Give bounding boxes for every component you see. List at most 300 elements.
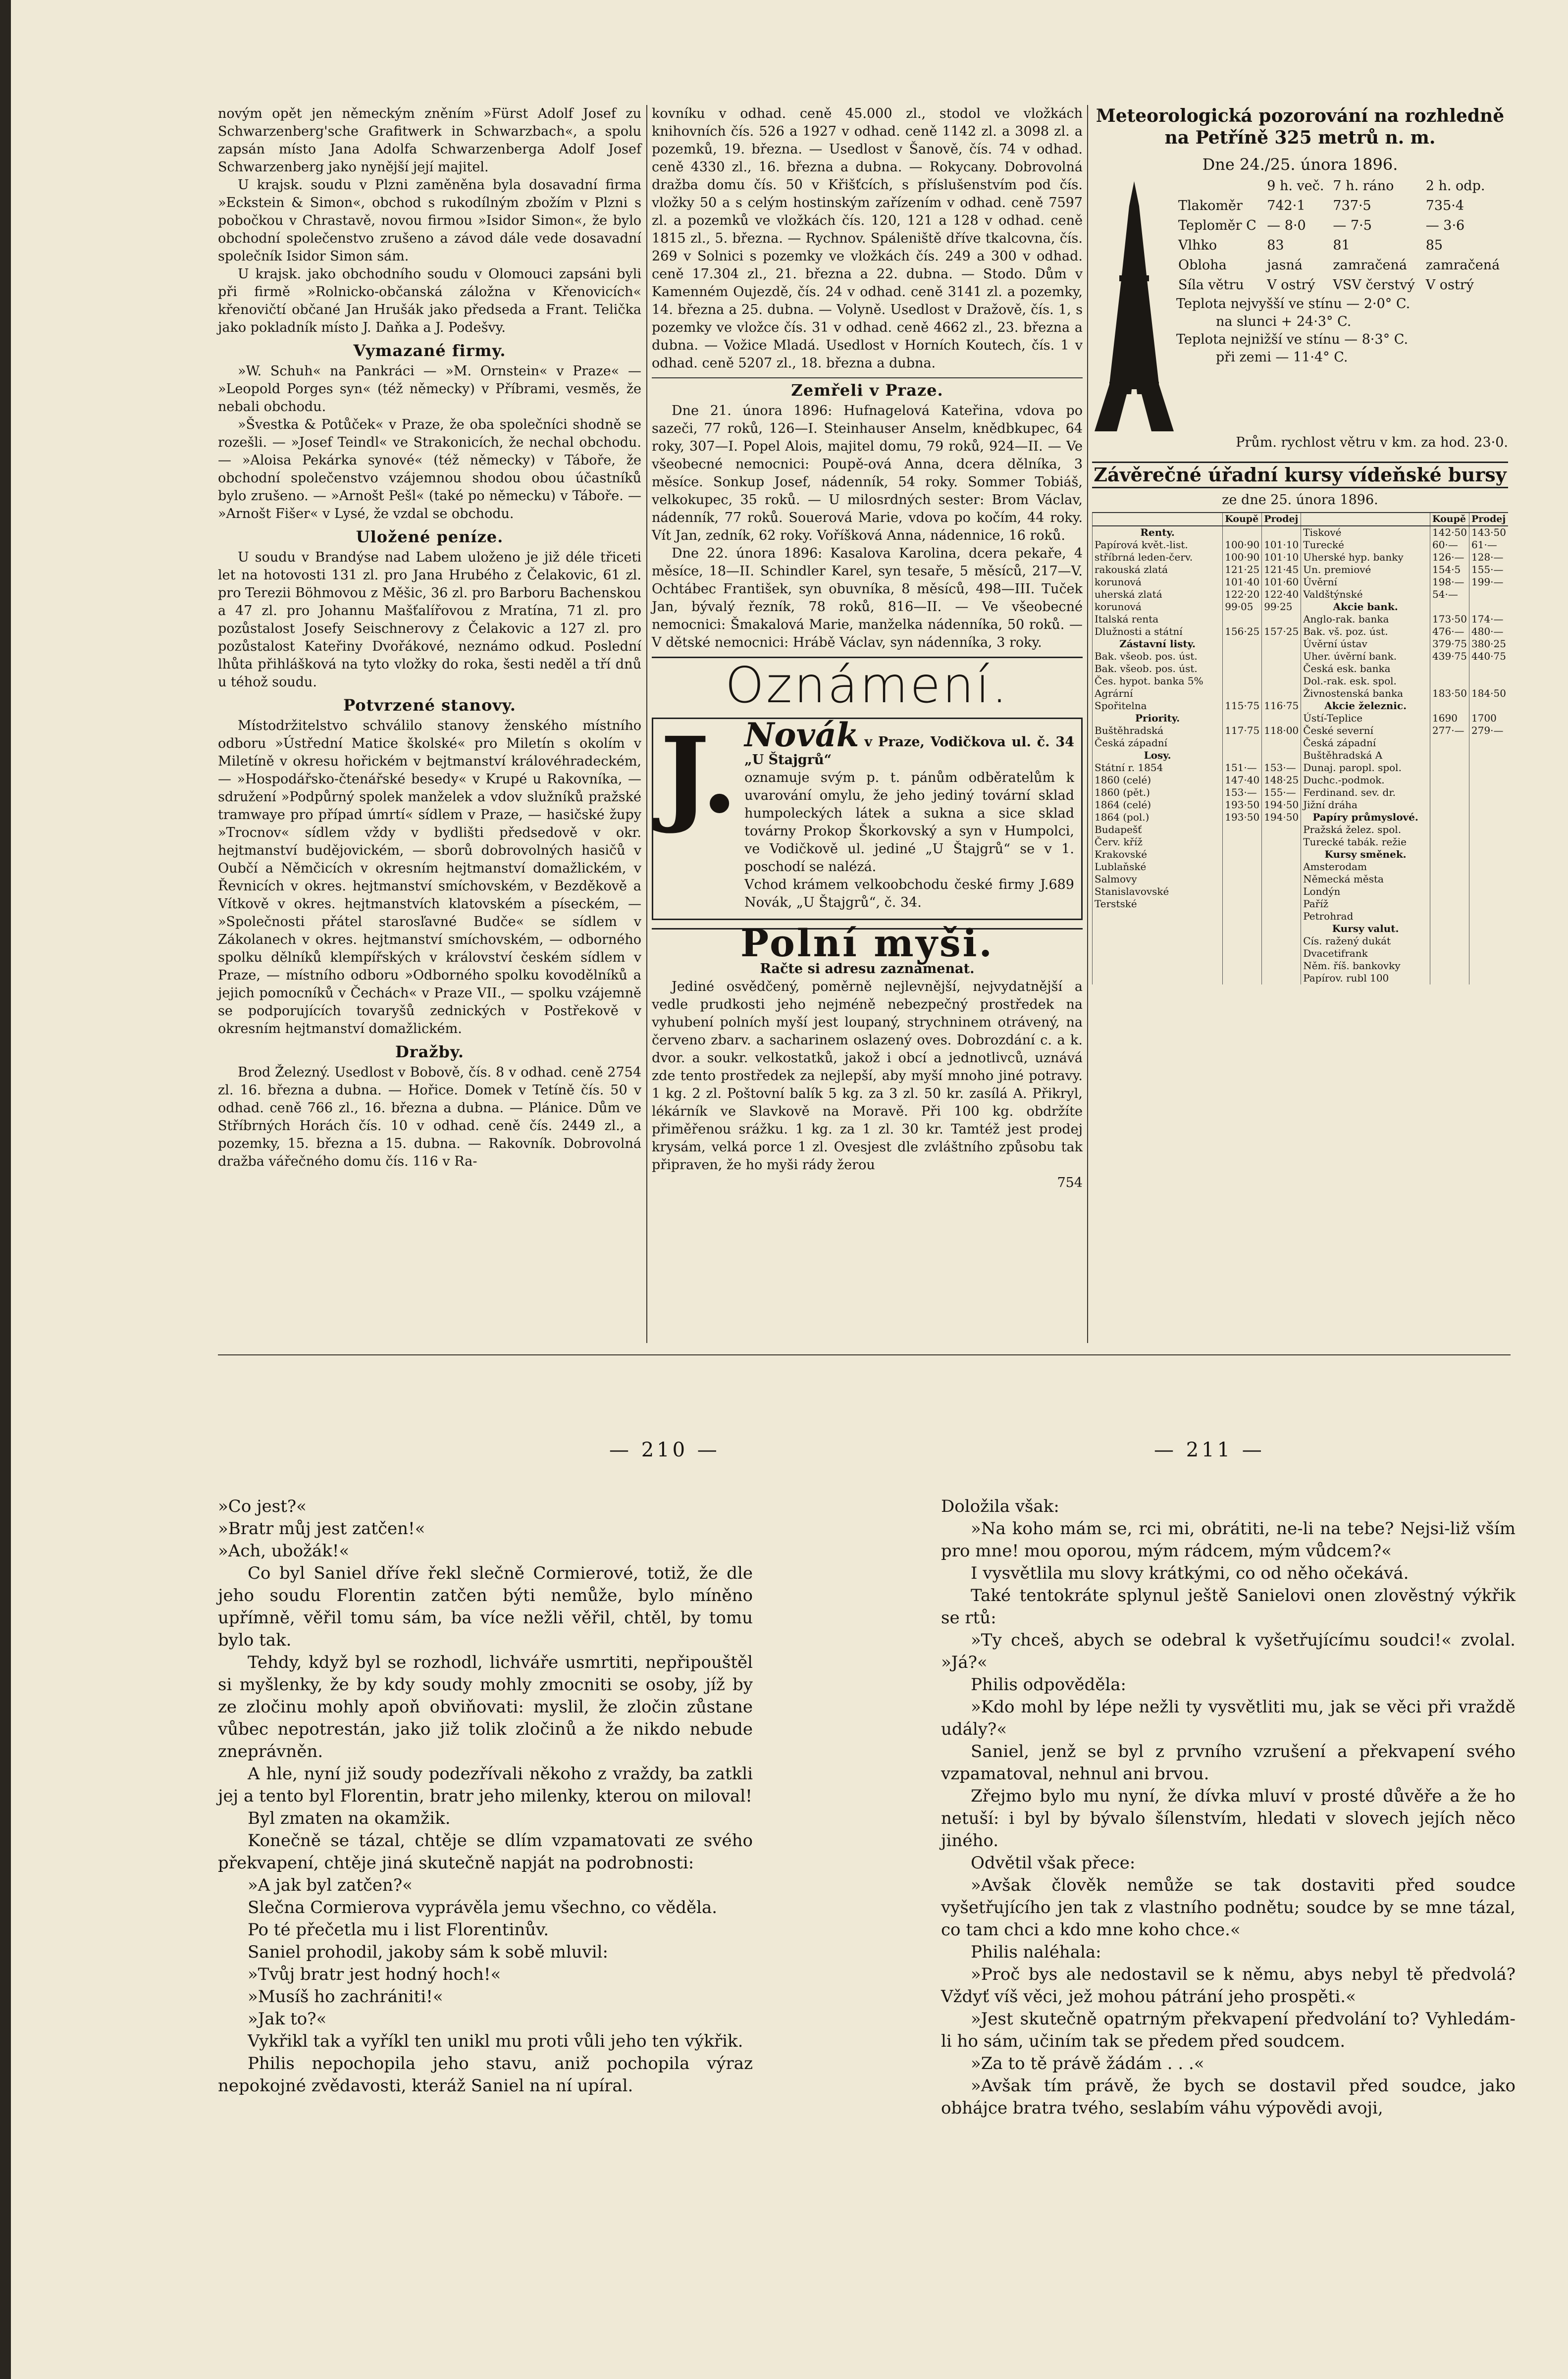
bourse-price [1430, 848, 1469, 861]
bourse-price: 101·10 [1262, 539, 1301, 551]
bourse-item: Německá města [1301, 873, 1430, 885]
bourse-price [1469, 947, 1509, 960]
bourse-item: Česká západní [1093, 737, 1223, 749]
column-divider [646, 105, 647, 1343]
petrin-tower-icon [1092, 176, 1176, 434]
bourse-item: 1860 (pět.) [1093, 786, 1223, 799]
bourse-row [1093, 824, 1509, 836]
bourse-item [1093, 910, 1223, 923]
bourse-price [1469, 663, 1509, 675]
novel-paragraph: »Na koho mám se, rci mi, obrátiti, ne-li na tebe? Nejsi-liž vším pro mne! mou oporou, mým rádcem, mým vůdcem?« [941, 1519, 1516, 1561]
bourse-price: 101·40 [1223, 576, 1262, 588]
bourse-item: Ferdinand. sev. dr. [1301, 786, 1430, 799]
bourse-price [1430, 972, 1469, 984]
bourse-row [1093, 935, 1509, 947]
novel-paragraph: »Ty chceš, abych se odebral k vyšetřujícímu soudci!« zvolal. »Já?« [941, 1630, 1516, 1672]
novel-paragraph: »Proč bys ale nedostavil se k němu, abys nebyl tě předvolá? Vždyť víš věci, jež mohou pátrání jeho prospěti.« [941, 1965, 1516, 2007]
bourse-price: 184·50 [1469, 687, 1509, 700]
bourse-header: Koupě [1223, 513, 1262, 526]
bourse-price [1430, 873, 1469, 885]
novak-footer [744, 876, 1074, 912]
bourse-price: 440·75 [1469, 650, 1509, 663]
novak-advertisement [652, 714, 1083, 920]
meteo-cell: 83 [1267, 238, 1284, 253]
meteo-cell: — 8·0 [1267, 218, 1306, 233]
paragraph: Dne 21. února 1896: Hufnagelová Kateřina, vdova po sazeči, 77 roků, 126—I. Steinhauser Anselm, knědbkupec, 64 roky, 307—I. Popel Alois, majitel domu, 79 roků, 924—II. — Ve všeobecné nemocnici: Poupě-ová Anna, dcera dělníka, 3 měsíce. Sonkup Josef, nádenník, 54 roky. Sommer Tobiáš, velkokupec, 35 roků. — U milosrdných sester: Brom Václav, nádenník, 77 roků. Souerová Marie, vdova po kočím, 44 roky. Vít Jan, zedník, 62 roky. Voříšková Anna, nádennice, 16 roků. [652, 403, 1083, 543]
bourse-price [1469, 935, 1509, 947]
bourse-price [1430, 811, 1469, 824]
bourse-item: Jižní dráha [1301, 799, 1430, 811]
bourse-row [1093, 663, 1509, 675]
bourse-price: 116·75 [1262, 700, 1301, 712]
bourse-price [1430, 910, 1469, 923]
bourse-row [1093, 774, 1509, 786]
meteo-cell: Vlhko [1178, 238, 1217, 253]
meteo-cell: zamračená [1425, 258, 1500, 273]
page-number-210: — 210 — [609, 1439, 720, 1461]
bourse-price [1469, 861, 1509, 873]
bourse-item: Un. premiové [1301, 564, 1430, 576]
bourse-price [1223, 836, 1262, 848]
bourse-item: Papírová květ.-list. [1093, 539, 1223, 551]
bourse-price: 480·— [1469, 625, 1509, 638]
bourse-price [1469, 824, 1509, 836]
novak-name: Novák [744, 716, 859, 754]
bourse-item: Krakovské [1093, 848, 1223, 861]
bourse-price [1430, 737, 1469, 749]
bourse-row [1093, 873, 1509, 885]
binding-spine [0, 0, 11, 2379]
bourse-price [1430, 960, 1469, 972]
bourse-item: Bak. všeob. pos. úst. [1093, 650, 1223, 663]
bourse-price: 1700 [1469, 712, 1509, 724]
bourse-price: 277·— [1430, 724, 1469, 737]
meteo-header-row [1176, 176, 1508, 196]
bourse-price [1469, 873, 1509, 885]
bourse-price: 115·75 [1223, 700, 1262, 712]
bourse-item: Duchc.-podmok. [1301, 774, 1430, 786]
bourse-price: 174·— [1469, 613, 1509, 625]
page-bottom-rule [218, 1354, 1511, 1355]
bourse-price [1262, 836, 1301, 848]
bourse-price [1262, 712, 1301, 724]
paragraph: Brod Železný. Usedlost v Bobově, čís. 8 v odhad. ceně 2754 zl. 16. března a dubna. — Hořice. Domek v Tetíně čís. 50 v odhad. ceně 766 zl., 16. března a dubna. — Plánice. Dům ve Stříbrných Horách čís. 10 v odhad. ceně čís. 2449 zl., a pozemky, 15. března a 15. dubna. — Rakovník. Dobrovolná dražba vářečného domu čís. 116 v Ra- [218, 1065, 641, 1169]
novel-paragraph: Saniel prohodil, jakoby sám k sobě mluvil: [248, 1942, 608, 1962]
bourse-item: korunová [1093, 576, 1223, 588]
meteo-cell: jasná [1267, 258, 1303, 273]
bourse-price: 199·— [1469, 576, 1509, 588]
meteo-cell: 2 h. odp. [1425, 178, 1485, 194]
bourse-item: Papíry průmyslové. [1301, 811, 1430, 824]
bourse-item: Zástavní listy. [1093, 638, 1223, 650]
novel-paragraph: Doložila však: [941, 1497, 1059, 1516]
bourse-title: Závěrečné úřadní kursy vídeňské bursy [1092, 462, 1508, 488]
novel-paragraph: Také tentokráte splynul ještě Sanielovi onen zlověstný výkřik se rtů: [941, 1586, 1516, 1628]
meteo-cell: 735·4 [1425, 198, 1464, 213]
paragraph: novým opět jen německým zněním »Fürst Adolf Josef zu Schwarzenberg'sche Grafitwerk in Schwarzbach«, a spolu zapsán místo Jana Adolfa Schwarzenberga Adolf Josef Schwarzenberg jako nynější její majitel. [218, 106, 641, 175]
bourse-row [1093, 650, 1509, 663]
bourse-header: Koupě [1430, 513, 1469, 526]
bourse-item: Turecké tabák. režie [1301, 836, 1430, 848]
bourse-price: 155·— [1262, 786, 1301, 799]
bourse-item: Červ. kříž [1093, 836, 1223, 848]
bourse-price [1430, 663, 1469, 675]
bourse-price: 99·25 [1262, 601, 1301, 613]
bourse-row [1093, 551, 1509, 564]
bourse-row [1093, 675, 1509, 687]
bourse-price: 156·25 [1223, 625, 1262, 638]
bourse-row [1093, 947, 1509, 960]
bourse-price: 143·50 [1469, 526, 1509, 539]
bourse-price [1469, 885, 1509, 898]
section-heading: Zemřeli v Praze. [652, 377, 1083, 399]
bourse-item: Kursy valut. [1301, 923, 1430, 935]
bourse-price [1262, 650, 1301, 663]
novel-paragraph: »Za to tě právě žádám . . .« [971, 2054, 1204, 2073]
novel-paragraph: »Jest skutečně opatrným překvapení předvolání to? Vyhledám-li ho sám, učiním tak se předem před soudcem. [941, 2009, 1516, 2051]
bourse-item [1093, 923, 1223, 935]
paragraph: Místodržitelstvo schválilo stanovy ženského místního odboru »Ústřední Matice školské« pro Miletín s okolím v Miletíně v okresu hořickém v bejtmanství královéhradeckém, — »Hospodářsko-čtenářské besedy« v Krupé u Rakovníka, — sdružení »Podpůrný spolek manželek a vdov služníků pražské tramwaye pro případ úmrtí« sídlem v Praze, — hasičské župy »Trocnov« sídlem vždy v bydlišti předsedově v okr. hejtmanství budějovickém, — sborů dobrovolných hasičů v Oubčí a Němčicích v okresním hejtmanství domažlickém, v Řevnicích v okres. hejtmanství smíchovském, v Bezděkově a Vítkově v okres. hejtmanstvích klatovském a píseckém, — »Společnosti přátel starosľavné Budče« se sídlem v Zákolanech v okres. hejtmanství smíchovském, — odborného spolku dělníků klempířských v království českém sídlem v Praze, — místního odboru »Odborného spolku kovodělníků a jejich pomocníků v Čechách« v Praze VII., — spolku vzájemně se podporujících tovaryšů zednických v Postřekově v okresním hejtmanství domažlickém. [218, 718, 641, 1036]
bourse-price [1469, 601, 1509, 613]
paragraph: Jediné osvědčený, poměrně nejlevnější, nejvydatnější a vedle prudkosti jeho nejméně nebezpečný prostředek na vyhubení polních myší jest loupaný, strychninem otrávený, na červeno zbarv. a sacharinem oslazený oves. Dobrozdání c. a k. dvor. a soukr. velkostatků, jakož i obcí a jednotlivců, uznává zde tento prostředek za nejlepší, aby myší mnoho jiné potravy. 1 kg. 2 zl. Poštovní balík 5 kg. za 3 zl. 50 kr. zasílá A. Přikryl, lékárník ve Slavkově na Moravě. Při 100 kg. obdržíte přiměřenou srážku. 1 kg. za 1 zl. 30 kr. Tamtéž jest prodej krysám, velká porce 1 zl. Ovesjest dle zvláštního způsobu tak připraven, že ho myši rády žerou [652, 979, 1083, 1173]
section-heading: Dražby. [395, 1042, 464, 1061]
bourse-price [1469, 923, 1509, 935]
novel-paragraph: Byl zmaten na okamžik. [248, 1809, 451, 1828]
meteo-table [1176, 176, 1508, 295]
bourse-item: Bak. všeob. pos. úst. [1093, 663, 1223, 675]
bourse-item: Stanislavovské [1093, 885, 1223, 898]
bourse-price [1469, 749, 1509, 762]
meteo-date: Dne 24./25. února 1896. [1202, 155, 1398, 174]
novel-paragraph: »Bratr můj jest zatčen!« [218, 1519, 425, 1539]
bourse-price: 99·05 [1223, 601, 1262, 613]
bourse-row [1093, 811, 1509, 824]
bourse-row [1093, 712, 1509, 724]
novel-paragraph: »Tvůj bratr jest hodný hoch!« [248, 1965, 501, 1984]
bourse-price: 54·— [1430, 588, 1469, 601]
novel-paragraph: Vykřikl tak a vyříkl ten unikl mu proti vůli jeho ten výkřik. [248, 2031, 743, 2051]
bourse-price: 279·— [1469, 724, 1509, 737]
bourse-price [1469, 774, 1509, 786]
bourse-price: 194·50 [1262, 811, 1301, 824]
bourse-price [1262, 873, 1301, 885]
bourse-price [1262, 885, 1301, 898]
paragraph: kovníku v odhad. ceně 45.000 zl., stodol ve vložkách knihovních čís. 526 a 1927 v odhad. ceně 1142 zl. a 3098 zl. a pozemků, 19. března. — Usedlost v Šanově, čís. 74 v odhad. ceně 4330 zl., 16. března a dubna. — Rokycany. Dobrovolná dražba domu čís. 50 v Křišťcích, s příslušenstvím pod čís. vložky 50 a s celým hostinským zařízením v odhad. ceně 7597 zl. a pozemků ve vložkách čís. 120, 121 a 128 v odhad. ceně 1815 zl., 5. března. — Rychnov. Spáleniště dříve tkalcovna, čís. 269 v Solnici s pozemky ve vložkách čís. 249 a 300 v odhad. ceně 17.304 zl., 21. března a 22. dubna. — Stodo. Dům v Kamenném Oujezdě, čís. 24 v odhad. ceně 3141 zl. a pozemky, 14. března a 25. dubna. — Volyně. Usedlost v Dražově, čís. 1, s pozemky ve vložce čís. 31 v odhad. ceně 4662 zl., 23. března a dubna. — Vožice Mladá. Usedlost v Horních Koutech, čís. 1 v odhad. ceně 5207 zl., 18. března a dubna. [652, 106, 1083, 371]
novel-paragraph: Philis odpověděla: [971, 1675, 1126, 1695]
bourse-price [1469, 898, 1509, 910]
bourse-price [1223, 687, 1262, 700]
bourse-price [1469, 762, 1509, 774]
bourse-row [1093, 848, 1509, 861]
bourse-item: Akcie železnic. [1301, 700, 1430, 712]
bourse-price: 121·45 [1262, 564, 1301, 576]
bourse-row [1093, 737, 1509, 749]
bourse-item: Dunaj. paropl. spol. [1301, 762, 1430, 774]
novak-body [744, 716, 1074, 912]
meteo-cell: V ostrý [1425, 277, 1474, 293]
bourse-price [1469, 972, 1509, 984]
novel-paragraph: »Kdo mohl by lépe nežli ty vysvětliti mu, jak se věci při vraždě udály?« [941, 1697, 1516, 1739]
bourse-price: 121·25 [1223, 564, 1262, 576]
meteo-cell: — 7·5 [1333, 218, 1372, 233]
bourse-item: Státní r. 1854 [1093, 762, 1223, 774]
bourse-price [1262, 737, 1301, 749]
bourse-price [1430, 836, 1469, 848]
bourse-row [1093, 526, 1509, 539]
bourse-item: Spořitelna [1093, 700, 1223, 712]
bourse-item: Valdštýnské [1301, 588, 1430, 601]
meteo-cell: Teploměr C [1178, 218, 1256, 233]
paragraph: U krajsk. jako obchodního soudu v Olomouci zapsáni byli při firmě »Rolnicko-občanská záložna v Křenovicích« křenovičtí občané Jan Hrušák jako předseda a Frant. Telička jako pokladník místo J. Daňka a J. Podešvy. [218, 266, 641, 335]
bourse-item: Petrohrad [1301, 910, 1430, 923]
novel-paragraph: I vysvětlila mu slovy krátkými, co od něho očekává. [971, 1563, 1409, 1583]
bourse-price: 1690 [1430, 712, 1469, 724]
field-mice-subheading: Račte si adresu zaznamenat. [760, 961, 975, 977]
bourse-price [1262, 526, 1301, 539]
bourse-item: Anglo-rak. banka [1301, 613, 1430, 625]
meteo-title: Meteorologická pozorování na rozhledně na Petříně 325 metrů n. m. [1096, 105, 1505, 148]
bourse-price: 151·— [1223, 762, 1262, 774]
bourse-price [1430, 898, 1469, 910]
bourse-price [1430, 700, 1469, 712]
novel-paragraph: »Co jest?« [218, 1497, 307, 1516]
left-column-2 [652, 105, 1083, 1192]
bourse-price: 147·40 [1223, 774, 1262, 786]
bourse-price: 60·— [1430, 539, 1469, 551]
bourse-item: korunová [1093, 601, 1223, 613]
bourse-row [1093, 588, 1509, 601]
meteo-cell: zamračená [1333, 258, 1407, 273]
bourse-price: 439·75 [1430, 650, 1469, 663]
bourse-price [1430, 799, 1469, 811]
meteo-row [1176, 236, 1508, 256]
bourse-price [1262, 947, 1301, 960]
page-number-211: — 211 — [1154, 1439, 1265, 1461]
bourse-price: 100·90 [1223, 539, 1262, 551]
meteo-cell: 7 h. ráno [1333, 178, 1394, 194]
bourse-price [1262, 687, 1301, 700]
bourse-price [1223, 848, 1262, 861]
bourse-row [1093, 749, 1509, 762]
novel-paragraph: Odvětil však přece: [971, 1853, 1136, 1873]
novel-paragraph: »Musíš ho zachrániti!« [248, 1987, 443, 2007]
bourse-price [1223, 824, 1262, 836]
bourse-price [1223, 947, 1262, 960]
bourse-header [1301, 513, 1430, 526]
bourse-price [1430, 601, 1469, 613]
bourse-price [1223, 737, 1262, 749]
bourse-price: 153·— [1223, 786, 1262, 799]
bourse-price [1223, 873, 1262, 885]
paragraph: U soudu v Brandýse nad Labem uloženo je již déle třiceti let na hotovosti 131 zl. pro Jana Hrubého z Čelakovic, 61 zl. pro Terezii Böhmovou z Měšic, 36 zl. pro Barboru Bachenskou a 47 zl. pro Johannu Mašťalířovou z Mratína, 71 zl. pro pozůstalost Josefy Seischnerovy z Čelakovic a 127 zl. pro pozůstalost Kateřiny Dvořákové, neznámo odkud. Poslední lhůta přihlášková na tyto vložky do roka, šesti neděl a tří dnů u téhož soudu. [218, 550, 641, 690]
bourse-row [1093, 786, 1509, 799]
bourse-price [1262, 960, 1301, 972]
bourse-item: Úvěrní ústav [1301, 638, 1430, 650]
bourse-price [1262, 675, 1301, 687]
bourse-item: Česká esk. banka [1301, 663, 1430, 675]
bourse-price: 101·60 [1262, 576, 1301, 588]
bourse-date: ze dne 25. února 1896. [1222, 492, 1378, 508]
bourse-item: Salmovy [1093, 873, 1223, 885]
bourse-price [1430, 675, 1469, 687]
bourse-price [1223, 613, 1262, 625]
page-divider [1087, 105, 1088, 1343]
meteo-cell: 737·5 [1333, 198, 1371, 213]
bourse-price: 122·40 [1262, 588, 1301, 601]
bourse-price [1469, 588, 1509, 601]
bourse-price: 154·5 [1430, 564, 1469, 576]
bourse-price [1469, 675, 1509, 687]
novel-paragraph: »Jak to?« [248, 2009, 327, 2029]
meteo-row [1176, 256, 1508, 275]
bourse-row [1093, 910, 1509, 923]
bourse-item: Dol.-rak. esk. spol. [1301, 675, 1430, 687]
bourse-item: 1860 (celé) [1093, 774, 1223, 786]
novak-text: oznamuje svým p. t. pánům odběratelům k uvarování omylu, že jeho jediný tovární sklad humpoleckých látek a sukna a sice sklad továrny Prokop Škorkovský a syn v Humpolci, ve Vodičkově ul. jediné „U Štajgrů“ se v 1. poschodí se nalézá. [744, 770, 1074, 875]
novel-paragraph: »Avšak tím právě, že bych se dostavil před soudce, jako obhájce bratra tvého, seslabím váhu výpovědi avoji, [941, 2076, 1516, 2118]
bourse-row [1093, 972, 1509, 984]
bourse-price: 118·00 [1262, 724, 1301, 737]
bourse-item: Terstské [1093, 898, 1223, 910]
bourse-price [1262, 749, 1301, 762]
bourse-item: České severní [1301, 724, 1430, 737]
bourse-item [1093, 947, 1223, 960]
novak-initial: J. [660, 714, 738, 836]
ad-number: 689 [1048, 877, 1074, 892]
meteo-cell: 9 h. več. [1267, 178, 1324, 194]
section-heading: Potvrzené stanovy. [343, 696, 516, 715]
bourse-item [1093, 935, 1223, 947]
bourse-item: 1864 (pol.) [1093, 811, 1223, 824]
bourse-item: Úvěrní [1301, 576, 1430, 588]
bourse-price [1262, 923, 1301, 935]
novel-paragraph: Slečna Cormierova vyprávěla jemu všechno, co věděla. [248, 1898, 718, 1917]
bourse-price: 128·— [1469, 551, 1509, 564]
bourse-price [1223, 749, 1262, 762]
bourse-price [1223, 526, 1262, 539]
meteo-cell: Tlakoměr [1178, 198, 1243, 213]
bourse-price [1469, 848, 1509, 861]
bourse-price: 198·— [1430, 576, 1469, 588]
bourse-price: 379·75 [1430, 638, 1469, 650]
bourse-price: 193·50 [1223, 799, 1262, 811]
bourse-header: Prodej [1262, 513, 1301, 526]
bourse-price [1469, 799, 1509, 811]
bourse-item: Renty. [1093, 526, 1223, 539]
novel-paragraph: Po té přečetla mu i list Florentinův. [248, 1920, 549, 1940]
bourse-table [1092, 512, 1508, 984]
bourse-price: 153·— [1262, 762, 1301, 774]
meteo-row [1176, 216, 1508, 236]
bourse-price [1223, 650, 1262, 663]
bourse-price: 100·90 [1223, 551, 1262, 564]
paragraph: »W. Schuh« na Pankráci — »M. Ornstein« v Praze« — »Leopold Porges syn« (též německy) v Příbrami, vesměs, že nebali obchodu. [218, 363, 641, 414]
novak-address: v Praze, Vodičkova ul. č. 34 „U Štajgrů“ [744, 734, 1074, 768]
bourse-price [1469, 910, 1509, 923]
bourse-item: Londýn [1301, 885, 1430, 898]
bourse-price: 380·25 [1469, 638, 1509, 650]
meteo-row [1176, 196, 1508, 216]
meteo-cell [1176, 176, 1265, 196]
bourse-row [1093, 638, 1509, 650]
bourse-price [1223, 638, 1262, 650]
bourse-price [1469, 836, 1509, 848]
meteorology-block [1092, 105, 1508, 984]
bourse-row [1093, 762, 1509, 774]
bourse-item: Buštěhradská [1093, 724, 1223, 737]
meteo-cell: Síla větru [1178, 277, 1244, 293]
bourse-price [1262, 861, 1301, 873]
novel-paragraph: A hle, nyní již soudy podezřívali někoho z vraždy, ba zatkli jej a tento byl Florentin, bratr jeho milenky, kterou on miloval! [218, 1764, 753, 1806]
ad-number: 754 [1057, 1175, 1083, 1190]
bourse-item: Paříž [1301, 898, 1430, 910]
novel-paragraph: »A jak byl zatčen?« [248, 1875, 413, 1895]
bourse-price [1469, 811, 1509, 824]
announcement-heading: Oznámení. [652, 657, 1083, 713]
bourse-item: Buštěhradská A [1301, 749, 1430, 762]
bourse-price [1262, 972, 1301, 984]
bourse-price: 117·75 [1223, 724, 1262, 737]
bourse-row [1093, 564, 1509, 576]
bourse-price [1223, 885, 1262, 898]
paragraph: Dne 22. února 1896: Kasalova Karolina, dcera pekaře, 4 měsíce, 18—II. Schindler Karel, syn tesaře, 5 měsíců, 217—V. Ochtábec František, syn obuvníka, 8 měsíců, 498—III. Tuček Jan, bývalý řezník, 78 roků, 816—II. — Ve všeobecné nemocnici: Šmakalová Marie, manželka nádenníka, 50 roků. — V dětské nemocnici: Hrábě Václav, syn nádenníka, 3 roky. [652, 546, 1083, 650]
bourse-price [1430, 935, 1469, 947]
bourse-row [1093, 960, 1509, 972]
bourse-price [1223, 923, 1262, 935]
bourse-price [1430, 885, 1469, 898]
bourse-item: Lublaňské [1093, 861, 1223, 873]
bourse-price: 173·50 [1430, 613, 1469, 625]
bourse-price [1223, 910, 1262, 923]
bourse-price: 194·50 [1262, 799, 1301, 811]
bourse-price [1262, 638, 1301, 650]
bourse-price [1223, 712, 1262, 724]
bourse-price [1223, 935, 1262, 947]
bourse-item: Něm. říš. bankovky [1301, 960, 1430, 972]
bourse-price [1469, 737, 1509, 749]
bourse-row [1093, 799, 1509, 811]
bourse-row [1093, 613, 1509, 625]
bourse-price: 476·— [1430, 625, 1469, 638]
bourse-row [1093, 539, 1509, 551]
bourse-item [1093, 972, 1223, 984]
meteo-note: na slunci + 24·3° C. [1216, 314, 1352, 329]
bourse-price: 157·25 [1262, 625, 1301, 638]
bourse-item: Dlužnosti a státní [1093, 625, 1223, 638]
bourse-item: uherská zlatá [1093, 588, 1223, 601]
bourse-price [1262, 663, 1301, 675]
meteo-cell: 742·1 [1267, 198, 1306, 213]
bourse-price [1430, 824, 1469, 836]
bourse-item: Čes. hypot. banka 5% [1093, 675, 1223, 687]
bourse-price [1430, 762, 1469, 774]
meteo-note: při zemi — 11·4° C. [1216, 350, 1348, 365]
bourse-price [1469, 700, 1509, 712]
bourse-price [1469, 960, 1509, 972]
bourse-row [1093, 576, 1509, 588]
bourse-price [1430, 923, 1469, 935]
bourse-item: Akcie bank. [1301, 601, 1430, 613]
bourse-price [1223, 663, 1262, 675]
meteo-cell: Obloha [1178, 258, 1227, 273]
bourse-row [1093, 601, 1509, 613]
bourse-item: rakouská zlatá [1093, 564, 1223, 576]
bourse-item: stříbrná leden-červ. [1093, 551, 1223, 564]
bourse-row [1093, 861, 1509, 873]
bourse-price [1223, 675, 1262, 687]
novel-paragraph: Co byl Saniel dříve řekl slečně Cormierové, totiž, že dle jeho soudu Florentin zatčen býti nemůže, bylo míněno upřímně, věřil tomu sám, ba více nežli věřil, chtěl, by tomu bylo tak. [218, 1563, 753, 1650]
bourse-item: Italská renta [1093, 613, 1223, 625]
